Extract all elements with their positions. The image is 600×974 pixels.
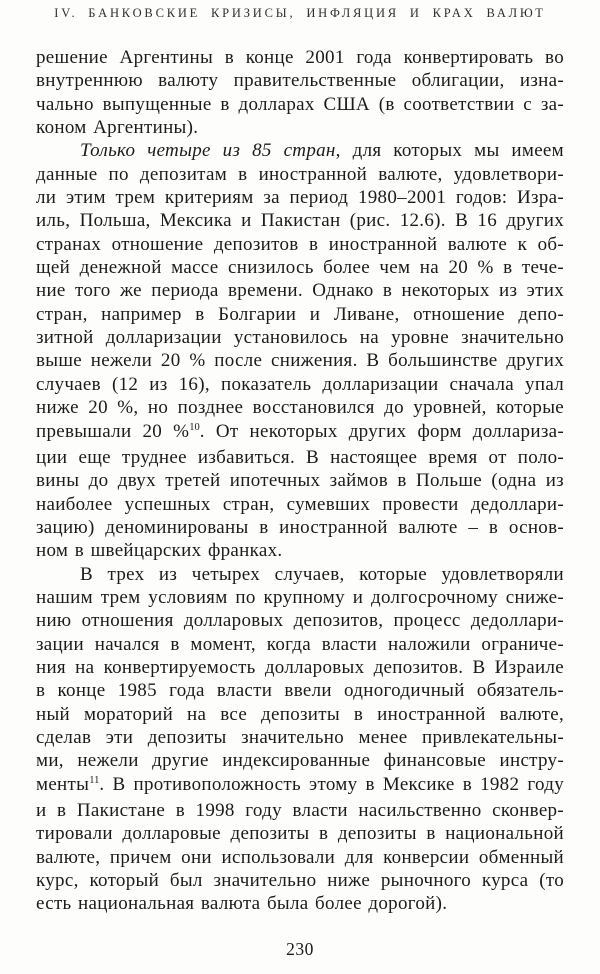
text-line: данные по депозитам в иностранной валюте, удовлетвори- [36, 163, 564, 185]
text-line: коном Аргентины). [36, 117, 199, 139]
text-line: ции еще труднее избавиться. В настоящее время от поло- [36, 446, 564, 468]
text-line: зацию) деноминированы в иностранной валюте – в основ- [36, 516, 564, 538]
text-line: щей денежной массе снизилось более чем на 20 % в тече- [36, 257, 564, 279]
text-line: сделав эти депозиты значительно менее привлекательны- [36, 726, 564, 748]
text-line: тировали долларовые депозиты в депозиты в национальной [36, 823, 564, 845]
text-line: Только четыре из 85 стран, для которых мы имеем [80, 140, 564, 162]
text-line: ный мораторий на все депозиты в иностранной валюте, [36, 703, 564, 725]
text-line: превышали 20 %$^{10}$. От некоторых других форм доллариза- [36, 420, 564, 442]
text-line: чально выпущенные в долларах США (в соответствии с за- [36, 93, 564, 115]
text-line: курс, который был значительно ниже рыночного курса (то [36, 870, 564, 892]
text-line: случаев (12 из 16), показатель долларизации сначала упал [36, 373, 564, 395]
text-line: стран, например в Болгарии и Ливане, отношение депо- [36, 303, 564, 325]
page-number: 230 [286, 939, 314, 959]
text-line: в конце 1985 года власти ввели одногодичный обязатель- [36, 680, 564, 702]
text-line: странах отношение депозитов в иностранной валюте к об- [36, 233, 564, 255]
text-line: ном в швейцарских франках. [36, 540, 283, 562]
text-line: ли этим трем критериям за период 1980–2001 годов: Изра- [36, 187, 564, 209]
text-line: менты$^{11}$. В противоположность этому в Мексике в 1982 году [36, 773, 564, 795]
text-line: вины до двух третей ипотечных займов в Польше (одна из [36, 470, 564, 492]
text-line: В трех из четырех случаев, которые удовлетворяли [80, 563, 564, 585]
text-line: ми, нежели другие индексированные финансовые инстру- [36, 750, 564, 772]
text-line: внутреннюю валюту правительственные облигации, изна- [36, 70, 564, 92]
text-line: ние того же периода времени. Однако в некоторых из этих [36, 280, 564, 302]
text-line: выше нежели 20 % после снижения. В большинстве других [36, 350, 564, 372]
text-line: зации начался в момент, когда власти наложили ограниче- [36, 633, 564, 655]
text-line: и в Пакистане в 1998 году власти насильственно сконвер- [36, 800, 564, 821]
text-line: иль, Польша, Мексика и Пакистан (рис. 12.6). В 16 других [36, 210, 564, 232]
text-line: есть национальная валюта была более дорогой). [36, 893, 448, 915]
body-text [36, 46, 564, 916]
text-line: зитной долларизации установилось на уровне значительно [36, 327, 564, 349]
text-line: ния на конвертируемость долларовых депозитов. В Израиле [36, 656, 564, 678]
text-line: решение Аргентины в конце 2001 года конвертировать во [36, 47, 564, 68]
text-line: ниже 20 %, но позднее восстановился до уровней, которые [36, 397, 564, 419]
running-header: IV. БАНКОВСКИЕ КРИЗИСЫ, ИНФЛЯЦИЯ И КРАХ ВАЛЮТ [54, 6, 546, 20]
text-line: нию отношения долларовых депозитов, процесс дедоллари- [36, 610, 564, 632]
text-line: валюте, причем они использовали для конверсии обменный [36, 846, 564, 868]
text-line: нашим трем условиям по крупному и долгосрочному сниже- [36, 586, 564, 608]
text-line: наиболее успешных стран, сумевших провести дедоллари- [36, 493, 564, 515]
